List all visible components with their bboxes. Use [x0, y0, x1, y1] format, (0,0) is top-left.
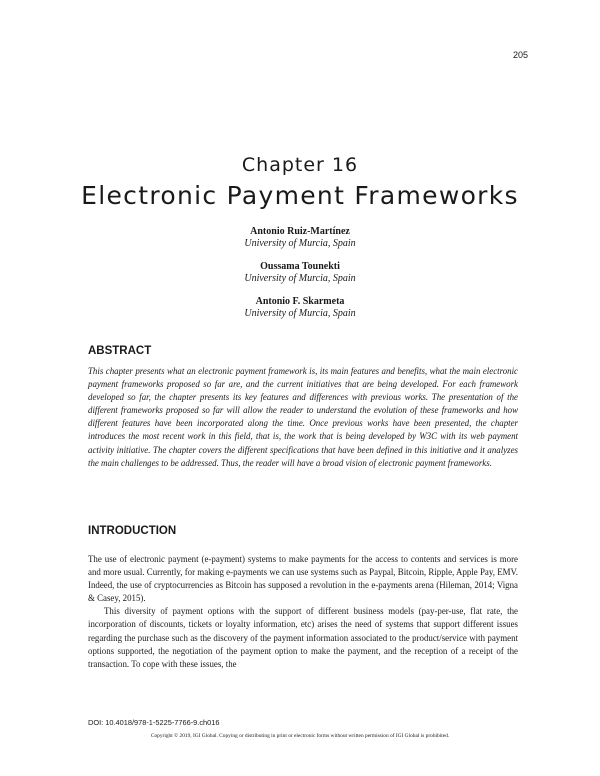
page-number: 205 [512, 50, 528, 60]
author-list [0, 226, 600, 331]
introduction-paragraph: The use of electronic payment (e-payment) systems to make payments for the access to contents and services is more and more usual. Currently, for making e-payments we can use systems such as Paypal, Bitcoin, Ripple, Apple Pay, EMV. Indeed, the use of cryptocurrencies as Bitcoin has supposed a revolution in the e-payments arena (Hileman, 2014; Vigna & Casey, 2015). [88, 554, 518, 604]
author-affiliation: University of Murcia, Spain [244, 308, 356, 319]
author-name: Oussama Tounekti [260, 261, 340, 272]
introduction-body [88, 553, 518, 671]
author-entry [0, 226, 600, 250]
doi-line: DOI: 10.4018/978-1-5225-7766-9.ch016 [88, 718, 220, 727]
author-entry [0, 261, 600, 285]
abstract-text: This chapter presents what an electronic payment framework is, its main features and benefits, what the main electronic payment frameworks proposed so far are, and the current initiatives that are being developed. For each framework developed so far, the chapter presents its key features and differences with previous works. The presentation of the different frameworks proposed so far will allow the reader to understand the evolution of these frameworks and how different features have been incorporated along the time. Once previous works have been presented, the chapter introduces the most recent work in this field, that is, the work that is being developed by W3C with its web payment activity initiative. The chapter covers the different specifications that have been defined in this initiative and it analyzes the main challenges to be addressed. Thus, the reader will have a broad vision of electronic payment frameworks. [88, 366, 518, 468]
introduction-heading: INTRODUCTION [88, 525, 177, 537]
author-name: Antonio Ruiz-Martínez [250, 226, 350, 237]
author-affiliation: University of Murcia, Spain [244, 273, 356, 284]
abstract-heading: ABSTRACT [88, 345, 152, 357]
chapter-title: Electronic Payment Frameworks [81, 181, 519, 210]
introduction-paragraph: This diversity of payment options with the support of different business models (pay-per-use, flat rate, the incorporation of discounts, tickets or loyalty information, etc) arises the need of systems that support different issues regarding the purchase such as the discovery of the payment information associated to the product/service with payment options supported, the negotiation of the payment option to make the payment, and the reception of a receipt of the transaction. To cope with these issues, the [88, 606, 518, 669]
author-affiliation: University of Murcia, Spain [244, 238, 356, 249]
copyright-notice: Copyright © 2019, IGI Global. Copying or distributing in print or electronic forms without written permission of IGI Global is prohibited. [150, 733, 450, 739]
author-entry [0, 296, 600, 320]
chapter-label: Chapter 16 [241, 154, 359, 176]
author-name: Antonio F. Skarmeta [255, 296, 345, 307]
